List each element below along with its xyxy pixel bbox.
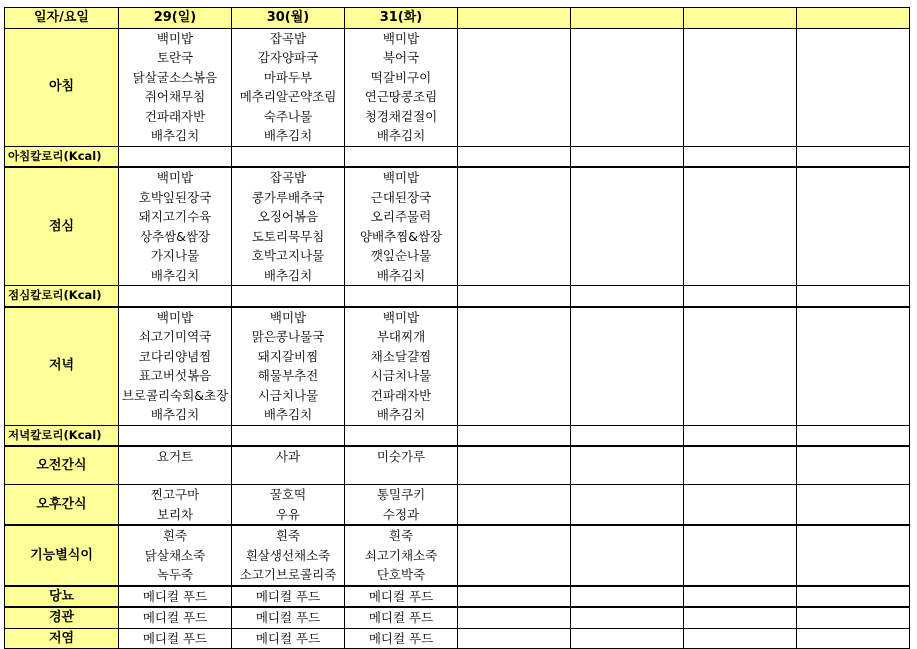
menu-item: 우유 — [275, 506, 301, 522]
empty-cell — [571, 286, 684, 307]
menu-cell — [232, 146, 345, 167]
menu-item: 시금치나물 — [370, 368, 432, 383]
empty-cell — [684, 628, 797, 649]
menu-cell — [345, 28, 458, 146]
empty-cell — [797, 286, 910, 307]
menu-cell — [345, 586, 458, 608]
menu-cell — [232, 525, 345, 586]
menu-item: 배추김치 — [376, 128, 426, 143]
row-label: 아침 — [5, 28, 119, 146]
empty-cell — [571, 167, 684, 286]
menu-item: 가지나물 — [150, 248, 200, 263]
menu-item: 쇠고기채소죽 — [364, 547, 438, 563]
menu-item: 백미밥 — [382, 309, 420, 325]
row-11 — [5, 628, 910, 649]
row-label: 점심칼로리(Kcal) — [5, 286, 119, 307]
row-8 — [5, 525, 910, 586]
empty-cell — [797, 425, 910, 446]
menu-cell — [232, 485, 345, 526]
menu-item: 토란국 — [156, 50, 194, 65]
menu-item: 깻잎순나물 — [370, 248, 432, 263]
menu-cell — [119, 525, 232, 586]
empty-cell — [684, 286, 797, 307]
menu-item: 흰살생선채소죽 — [245, 547, 331, 563]
menu-item: 메디컬 푸드 — [368, 630, 434, 646]
menu-item: 백미밥 — [156, 170, 194, 185]
menu-item: 배추김치 — [376, 407, 426, 422]
menu-item: 잡곡밥 — [269, 30, 307, 46]
header-day-31: 31(화) — [345, 8, 458, 29]
menu-item: 미숫가루 — [376, 449, 426, 464]
menu-item: 상추쌈&쌈장 — [139, 228, 211, 244]
menu-cell — [232, 607, 345, 628]
row-4 — [5, 307, 910, 426]
empty-cell — [571, 607, 684, 628]
menu-cell — [119, 586, 232, 608]
menu-item: 돼지고기수육 — [138, 209, 212, 224]
menu-item: 소고기브로콜리죽 — [239, 567, 337, 582]
menu-item: 통밀쿠키 — [376, 487, 426, 502]
menu-item: 코다리양념찜 — [138, 348, 212, 364]
empty-cell — [684, 167, 797, 286]
menu-cell — [345, 607, 458, 628]
menu-cell — [119, 485, 232, 526]
menu-item: 떡갈비구이 — [370, 69, 432, 85]
menu-item: 돼지갈비찜 — [257, 348, 319, 364]
menu-item: 보리차 — [156, 506, 194, 522]
empty-cell — [797, 446, 910, 485]
empty-cell — [797, 607, 910, 628]
empty-cell — [797, 146, 910, 167]
empty-cell — [458, 607, 571, 628]
menu-item: 사과 — [275, 449, 301, 464]
menu-item: 청경채겉절이 — [364, 108, 438, 124]
empty-cell — [458, 307, 571, 426]
empty-cell — [684, 485, 797, 526]
menu-cell — [232, 307, 345, 426]
menu-cell — [232, 28, 345, 146]
menu-item: 배추김치 — [263, 128, 313, 143]
menu-item: 요거트 — [156, 449, 194, 464]
menu-item: 근대된장국 — [370, 189, 432, 205]
row-label: 당뇨 — [5, 586, 119, 608]
menu-cell — [119, 425, 232, 446]
menu-cell — [345, 446, 458, 485]
menu-item: 메추리알곤약조림 — [239, 89, 337, 104]
menu-item: 감자양파국 — [257, 50, 319, 65]
empty-cell — [684, 446, 797, 485]
menu-item: 배추김치 — [376, 267, 426, 283]
empty-cell — [684, 425, 797, 446]
menu-item: 메디컬 푸드 — [142, 610, 208, 625]
menu-cell — [345, 628, 458, 649]
empty-cell — [684, 146, 797, 167]
menu-item: 쥐어채무침 — [144, 89, 206, 104]
menu-cell — [119, 607, 232, 628]
empty-cell — [458, 167, 571, 286]
empty-cell — [458, 446, 571, 485]
menu-item: 브로콜리숙회&초장 — [121, 387, 229, 403]
empty-cell — [458, 586, 571, 608]
empty-cell — [684, 28, 797, 146]
menu-item: 메디컬 푸드 — [368, 588, 434, 604]
empty-cell — [571, 307, 684, 426]
menu-item: 건파래자반 — [370, 387, 432, 403]
empty-cell — [684, 307, 797, 426]
menu-item: 흰죽 — [388, 528, 414, 543]
menu-item: 호박고지나물 — [251, 248, 325, 263]
empty-cell — [458, 286, 571, 307]
menu-item: 시금치나물 — [257, 387, 319, 403]
menu-item: 메디컬 푸드 — [368, 610, 434, 625]
empty-cell — [684, 586, 797, 608]
empty-cell — [797, 628, 910, 649]
row-9 — [5, 586, 910, 608]
menu-item: 녹두죽 — [156, 567, 194, 582]
row-label: 저녁 — [5, 307, 119, 426]
menu-item: 백미밥 — [382, 30, 420, 46]
row-3 — [5, 286, 910, 307]
menu-item: 배추김치 — [150, 267, 200, 283]
menu-item: 표고버섯볶음 — [138, 368, 212, 383]
menu-item: 도토리묵무침 — [251, 228, 325, 244]
empty-cell — [458, 28, 571, 146]
menu-cell — [232, 425, 345, 446]
empty-cell — [797, 485, 910, 526]
menu-cell — [119, 146, 232, 167]
empty-cell — [571, 446, 684, 485]
empty-cell — [571, 485, 684, 526]
row-7 — [5, 485, 910, 526]
row-label: 오후간식 — [5, 485, 119, 526]
menu-item: 메디컬 푸드 — [255, 610, 321, 625]
row-label: 기능별식이 — [5, 525, 119, 586]
menu-item: 단호박죽 — [376, 567, 426, 582]
menu-item: 배추김치 — [150, 407, 200, 422]
row-10 — [5, 607, 910, 628]
menu-item: 수정과 — [382, 506, 420, 522]
empty-cell — [684, 607, 797, 628]
empty-cell — [797, 525, 910, 586]
menu-cell — [345, 146, 458, 167]
row-label: 경관 — [5, 607, 119, 628]
menu-item: 쇠고기미역국 — [138, 329, 212, 344]
menu-cell — [119, 167, 232, 286]
header-empty-cell — [571, 8, 684, 29]
menu-item: 백미밥 — [269, 309, 307, 325]
row-1 — [5, 146, 910, 167]
menu-cell — [119, 286, 232, 307]
header-empty-cell — [684, 8, 797, 29]
header-row — [5, 8, 910, 29]
empty-cell — [571, 425, 684, 446]
menu-item: 마파두부 — [263, 69, 313, 85]
row-5 — [5, 425, 910, 446]
menu-item: 연근땅콩조림 — [364, 89, 438, 104]
empty-cell — [458, 485, 571, 526]
header-day-30: 30(월) — [232, 8, 345, 29]
empty-cell — [458, 425, 571, 446]
menu-item: 닭살굴소스볶음 — [132, 69, 218, 85]
menu-item: 메디컬 푸드 — [142, 588, 208, 604]
empty-cell — [458, 525, 571, 586]
menu-cell — [119, 628, 232, 649]
menu-item: 잡곡밥 — [269, 170, 307, 185]
menu-item: 북어국 — [382, 50, 420, 65]
row-label: 저녁칼로리(Kcal) — [5, 425, 119, 446]
meal-plan-table — [4, 7, 910, 649]
menu-item: 숙주나물 — [263, 108, 313, 124]
header-date-label: 일자/요일 — [5, 8, 119, 29]
menu-item: 흰죽 — [275, 528, 301, 543]
empty-cell — [458, 628, 571, 649]
menu-item: 꿀호떡 — [269, 487, 307, 502]
menu-item: 양배추찜&쌈장 — [359, 228, 443, 244]
menu-item: 채소달걀찜 — [370, 348, 432, 364]
header-empty-cell — [458, 8, 571, 29]
menu-item: 백미밥 — [382, 170, 420, 185]
row-2 — [5, 167, 910, 286]
menu-item: 오리주물럭 — [370, 209, 432, 224]
row-label: 점심 — [5, 167, 119, 286]
menu-cell — [119, 28, 232, 146]
menu-cell — [232, 286, 345, 307]
menu-item: 흰죽 — [162, 528, 188, 543]
empty-cell — [797, 167, 910, 286]
menu-item: 호박잎된장국 — [138, 189, 212, 205]
empty-cell — [797, 586, 910, 608]
empty-cell — [684, 525, 797, 586]
menu-item: 건파래자반 — [144, 108, 206, 124]
row-label: 오전간식 — [5, 446, 119, 485]
menu-item: 백미밥 — [156, 30, 194, 46]
menu-item: 배추김치 — [263, 407, 313, 422]
menu-cell — [232, 628, 345, 649]
menu-cell — [345, 485, 458, 526]
menu-cell — [232, 446, 345, 485]
empty-cell — [571, 28, 684, 146]
menu-item: 메디컬 푸드 — [142, 630, 208, 646]
row-0 — [5, 28, 910, 146]
menu-item: 메디컬 푸드 — [255, 630, 321, 646]
menu-item: 부대찌개 — [376, 329, 426, 344]
empty-cell — [797, 307, 910, 426]
menu-cell — [119, 446, 232, 485]
menu-cell — [345, 307, 458, 426]
empty-cell — [571, 628, 684, 649]
header-day-29: 29(일) — [119, 8, 232, 29]
empty-cell — [571, 146, 684, 167]
empty-cell — [571, 586, 684, 608]
menu-cell — [232, 167, 345, 286]
menu-item: 닭살채소죽 — [144, 547, 206, 563]
row-label: 아침칼로리(Kcal) — [5, 146, 119, 167]
menu-item: 백미밥 — [156, 309, 194, 325]
menu-item: 배추김치 — [263, 267, 313, 283]
empty-cell — [571, 525, 684, 586]
menu-item: 맑은콩나물국 — [251, 329, 325, 344]
menu-cell — [345, 167, 458, 286]
menu-cell — [345, 525, 458, 586]
menu-cell — [119, 307, 232, 426]
row-6 — [5, 446, 910, 485]
empty-cell — [797, 28, 910, 146]
menu-cell — [345, 286, 458, 307]
menu-item: 콩가루배추국 — [251, 189, 325, 205]
menu-item: 해물부추전 — [257, 368, 319, 383]
menu-item: 메디컬 푸드 — [255, 588, 321, 604]
header-empty-cell — [797, 8, 910, 29]
menu-cell — [345, 425, 458, 446]
menu-item: 오징어볶음 — [257, 209, 319, 224]
row-label: 저염 — [5, 628, 119, 649]
menu-item: 배추김치 — [150, 128, 200, 143]
empty-cell — [458, 146, 571, 167]
menu-cell — [232, 586, 345, 608]
menu-item: 찐고구마 — [150, 487, 200, 502]
